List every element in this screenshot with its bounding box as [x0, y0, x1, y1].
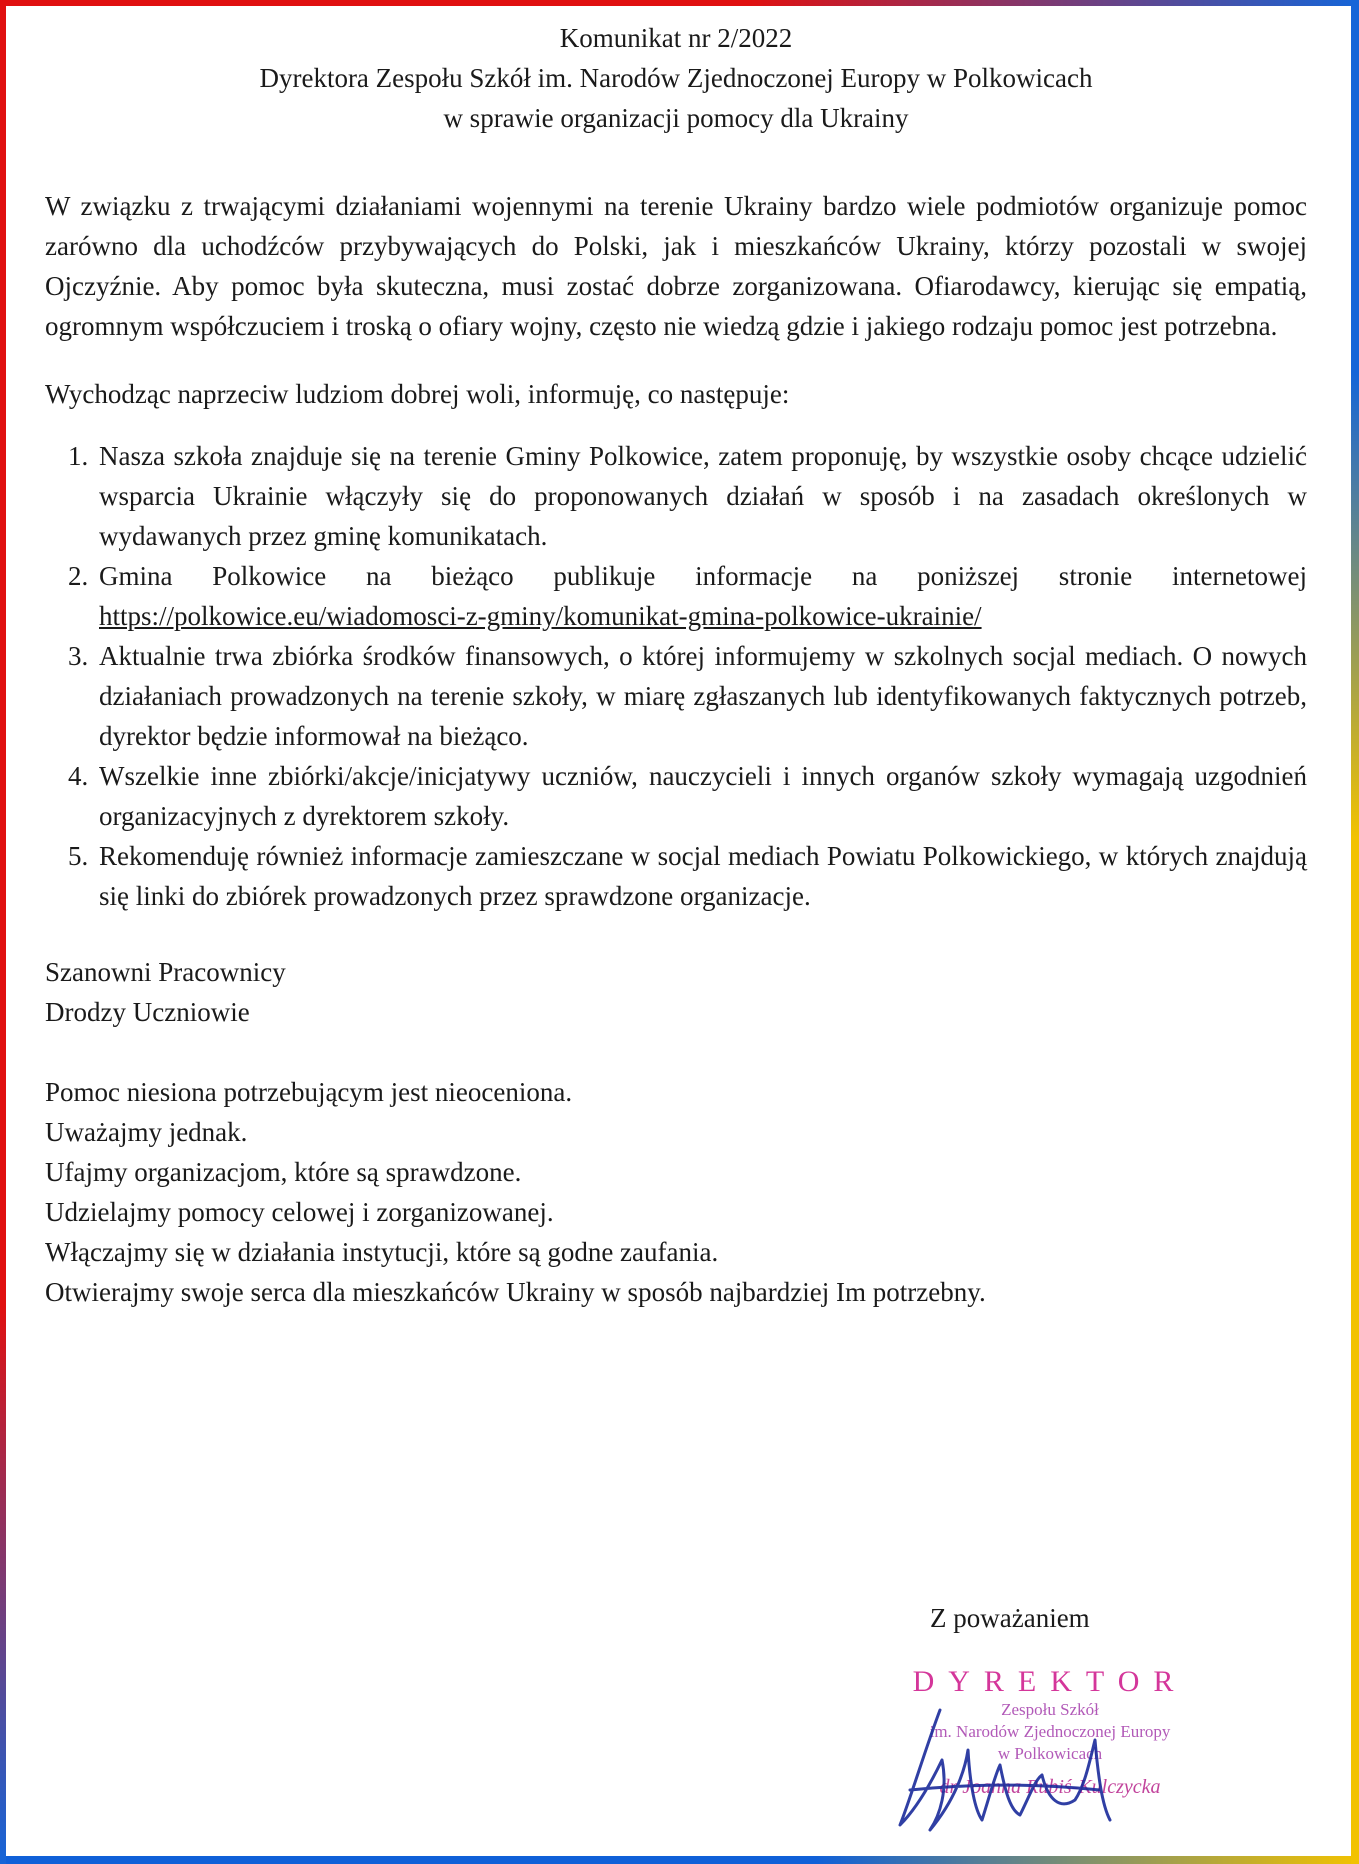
stamp-line-2: im. Narodów Zjednoczonej Europy [929, 1722, 1171, 1741]
closing-line-4: Udzielajmy pomocy celowej i zorganizowanej. [45, 1197, 554, 1227]
greeting-line-2: Drodzy Uczniowie [45, 997, 250, 1027]
director-stamp [860, 1665, 1240, 1845]
stamp-line-1: Zespołu Szkół [1001, 1700, 1099, 1719]
numbered-list [45, 436, 1307, 916]
list-item-2 [95, 556, 1307, 636]
frame-bottom-border [0, 1856, 1359, 1864]
frame-left-border [0, 0, 6, 1864]
frame-top-border [0, 0, 1359, 6]
regards: Z poważaniem [930, 1603, 1090, 1633]
list-item-4: 4. Wszelkie inne zbiórki/akcje/inicjatywy uczniów, nauczycieli i innych organów szkoły wymagają uzgodnień organizacyjnych z dyrektorem szkoły. [95, 756, 1307, 836]
list-item-2-text: Gmina Polkowice na bieżąco publikuje informacje na poniższej stronie internetowej [99, 561, 1307, 591]
stamp-line-3: w Polkowicach [997, 1744, 1103, 1763]
closing-line-2: Uważajmy jednak. [45, 1117, 248, 1147]
lead-paragraph: Wychodząc naprzeciw ludziom dobrej woli, informuję, co następuje: [45, 379, 790, 409]
closing-line-3: Ufajmy organizacjom, które są sprawdzone. [45, 1157, 522, 1187]
list-item-1: 1. Nasza szkoła znajduje się na terenie Gminy Polkowice, zatem proponuję, by wszystkie osoby chcące udzielić wsparcia Ukrainie włączyły się do proponowanych działań w sposób i na zasadach określonych w wydawanych przez gminę komunikatach. [95, 436, 1307, 556]
greeting [45, 952, 1307, 1032]
greeting-line-1: Szanowni Pracownicy [45, 957, 286, 987]
header-issuer: Dyrektora Zespołu Szkół im. Narodów Zjednoczonej Europy w Polkowicach [259, 63, 1093, 93]
intro-paragraph: W związku z trwającymi działaniami wojennymi na terenie Ukrainy bardzo wiele podmiotów organizuje pomoc zarówno dla uchodźców przybywających do Polski, jak i mieszkańców Ukrainy, którzy pozostali w swojej Ojczyźnie. Aby pomoc była skuteczna, musi zostać dobrze zorganizowana. Ofiarodawcy, kierując się empatią, ogromnym współczuciem i troską o ofiary wojny, często nie wiedzą gdzie i jakiego rodzaju pomoc jest potrzebna. [45, 191, 1307, 341]
closing-line-5: Włączajmy się w działania instytucji, które są godne zaufania. [45, 1237, 719, 1267]
header-subject: w sprawie organizacji pomocy dla Ukrainy [443, 103, 909, 133]
closing-line-1: Pomoc niesiona potrzebującym jest nieoceniona. [45, 1077, 573, 1107]
frame-right-border [1351, 0, 1359, 1864]
document-page [45, 18, 1307, 1312]
document-header [45, 18, 1307, 138]
list-item-5: 5. Rekomenduję również informacje zamieszczane w socjal mediach Powiatu Polkowickiego, w których znajdują się linki do zbiórek prowadzonych przez sprawdzone organizacje. [95, 836, 1307, 916]
gmina-link[interactable]: https://polkowice.eu/wiadomosci-z-gminy/komunikat-gmina-polkowice-ukrainie/ [99, 601, 982, 631]
closing-line-6: Otwierajmy swoje serca dla mieszkańców Ukrainy w sposób najbardziej Im potrzebny. [45, 1277, 986, 1307]
list-item-3: 3. Aktualnie trwa zbiórka środków finansowych, o której informujemy w szkolnych socjal mediach. O nowych działaniach prowadzonych na terenie szkoły, w miarę zgłaszanych lub identyfikowanych faktycznych potrzeb, dyrektor będzie informował na bieżąco. [95, 636, 1307, 756]
header-title: Komunikat nr 2/2022 [559, 23, 793, 53]
signature-icon [870, 1690, 1170, 1840]
stamp-role: DYREKTOR [912, 1665, 1188, 1698]
stamp-name: dr Joanna Rubiś-Kulczycka [939, 1776, 1161, 1798]
closing-lines [45, 1072, 1307, 1312]
